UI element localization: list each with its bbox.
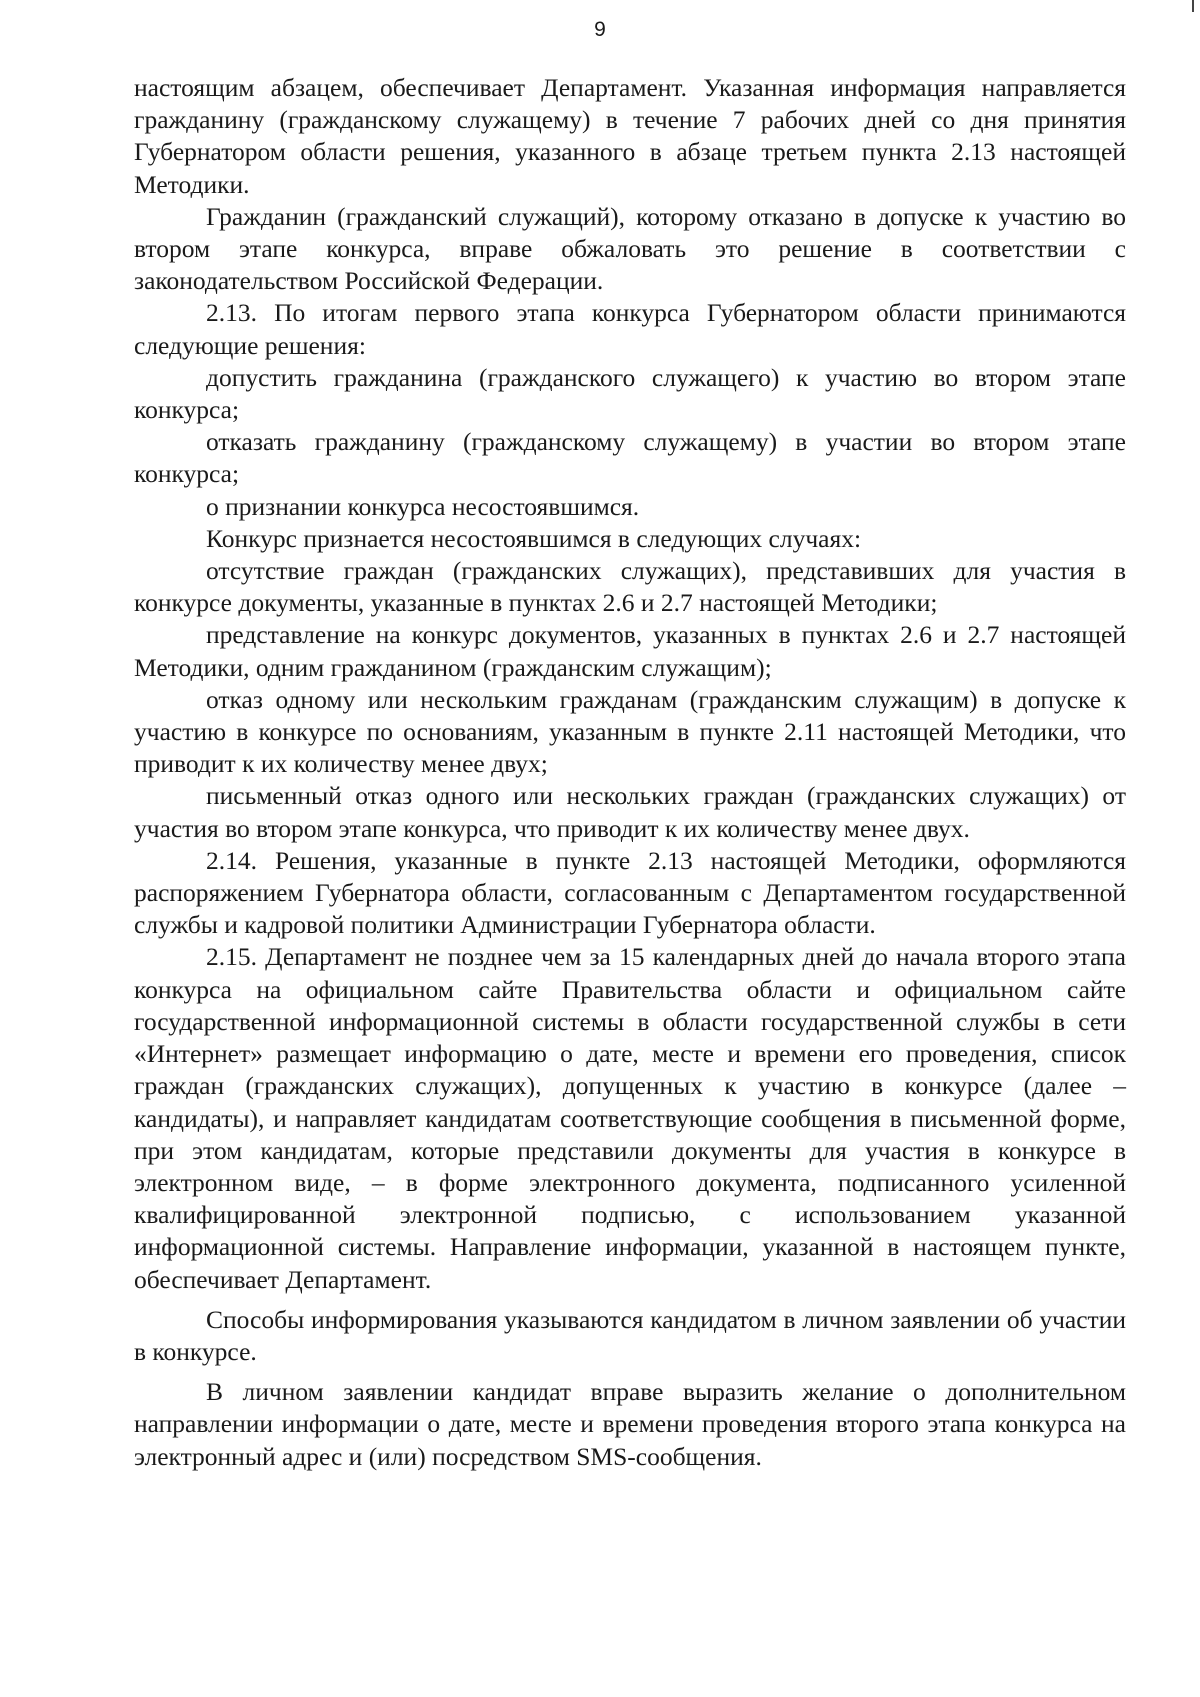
paragraph-void-case-no-applicants: отсутствие граждан (гражданских служащих), представивших для участия в конкурсе документы, указанные в пунктах 2.6 и 2.7 настоящей Методики; (134, 556, 1126, 618)
page-number: 9 (594, 18, 606, 41)
paragraph-notification-methods: Способы информирования указываются кандидатом в личном заявлении об участии в конкурсе. (134, 1304, 1126, 1366)
paragraph-2-13-heading: 2.13. По итогам первого этапа конкурса Губернатором области принимаются следующие решения: (134, 298, 1126, 360)
paragraph-void-cases: Конкурс признается несостоявшимся в следующих случаях: (206, 523, 862, 553)
paragraph-decision-void: о признании конкурса несостоявшимся. (206, 491, 640, 521)
paragraph-decision-admit: допустить гражданина (гражданского служащего) к участию во втором этапе конкурса; (134, 362, 1126, 425)
paragraph-appeal-right: Гражданин (гражданский служащий), которому отказано в допуске к участию во втором этапе конкурса, вправе обжаловать это решение в соответствии с законодательством Российской Федерации. (134, 201, 1126, 296)
paragraph-decision-refuse: отказать гражданину (гражданскому служащему) в участии во втором этапе конкурса; (134, 427, 1126, 489)
paragraph-2-15: 2.15. Департамент не позднее чем за 15 календарных дней до начала второго этапа конкурса на официальном сайте Правительства области и официальном сайте государственной информационной системы в области государственной службы в сети «Интернет» размещает информацию о дате, месте и времени его проведения, список граждан (гражданских служащих), допущенных к участию в конкурсе (далее – кандидаты), и направляет кандидатам соответствующие сообщения в письменной форме, при этом кандидатам, которые представили документы для участия в конкурсе в электронном виде, – в форме электронного документа, подписанного усиленной квалифицированной электронной подписью, с использованием указанной информационной системы. Направление информации, указанной в настоящем пункте, обеспечивает Департамент. (134, 942, 1126, 1294)
paragraph-additional-notification: В личном заявлении кандидат вправе выразить желание о дополнительном направлении информации о дате, месте и времени проведения второго этапа конкурса на электронный адрес и (или) посредством SMS-сообщения. (134, 1377, 1126, 1471)
paragraph-void-case-withdrawal: письменный отказ одного или нескольких граждан (гражданских служащих) от участия во втором этапе конкурса, что приводит к их количеству менее двух. (134, 781, 1126, 843)
document-body (134, 72, 1126, 1473)
scan-corner-mark (1192, 0, 1194, 12)
paragraph-continuation: настоящим абзацем, обеспечивает Департамент. Указанная информация направляется гражданину (гражданскому служащему) в течение 7 рабочих дней со дня принятия Губернатором области решения, указанного в абзаце третьем пункта 2.13 настоящей Методики. (134, 73, 1126, 199)
paragraph-void-case-single-applicant: представление на конкурс документов, указанных в пунктах 2.6 и 2.7 настоящей Методики, одним гражданином (гражданским служащим); (134, 620, 1126, 682)
paragraph-void-case-refusal: отказ одному или нескольким гражданам (гражданским служащим) в допуске к участию в конкурсе по основаниям, указанным в пункте 2.11 настоящей Методики, что приводит к их количеству менее двух; (134, 684, 1126, 779)
paragraph-2-14: 2.14. Решения, указанные в пункте 2.13 настоящей Методики, оформляются распоряжением Губернатора области, согласованным с Департаментом государственной службы и кадровой политики Администрации Губернатора области. (134, 845, 1126, 940)
